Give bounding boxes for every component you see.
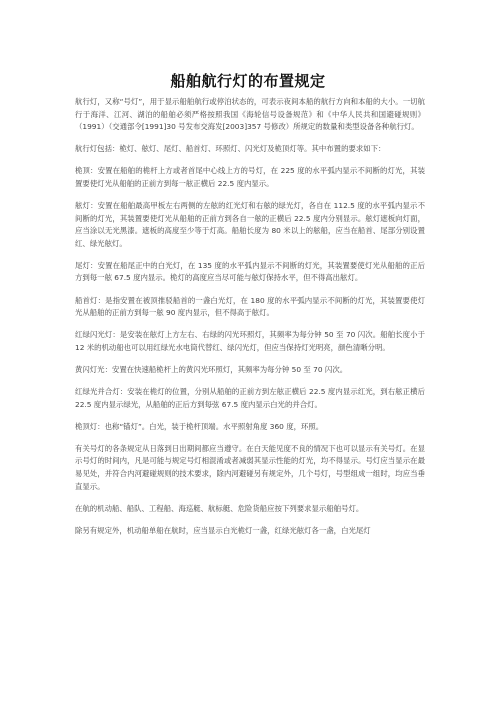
paragraph: 船首灯：是指安置在被顶推驳船首的一盏白光灯，在 180 度的水平弧内显示不间断的灯光，其装置要使灯光从船舶的正前方到每一舷 90 度内显示，但不得高于舷灯。 <box>75 295 425 318</box>
paragraph: 黄闪灯光：安置在快速船桅杆上的黄闪光环照灯，其频率为每分钟 50 至 70 闪次。 <box>75 364 348 374</box>
document-title: 船舶航行灯的布置规定 <box>170 72 326 90</box>
paragraph: 有关号灯的各条规定从日落到日出期间都应当遵守。在白天能见度不良的情况下也可以显示有关号灯。在显示号灯的时间内，凡是可能与规定号灯相混淆或者减弱其显示性能的灯光，均不得显示。号灯应当显示在最易见处，并符合内河避碰规则的技术要求，除内河避碰另有规定外，几个号灯，号型组成一组时，均应当垂直显示。 <box>75 443 425 491</box>
paragraph: 红绿光并合灯：安装在桅灯的位置，分别从船舶的正前方到左舷正横后 22.5 度内显示红光，到右舷正横后 22.5 度内显示绿光，从船舶的正后方到每弦 67.5 度内显示白光的并合灯。 <box>75 387 425 409</box>
paragraph: 除另有规定外，机动船单船在航时，应当显示白光桅灯一盏，红绿光舷灯各一盏，白光尾灯 <box>75 525 371 535</box>
paragraph: 航行灯包括：桅灯、舷灯、尾灯、船首灯、环照灯、闪光灯及桅顶灯等。其中布置的要求如下： <box>75 144 386 154</box>
paragraph: 尾灯：安置在船尾正中的白光灯，在 135 度的水平弧内显示不间断的灯光，其装置要使灯光从船舶的正后方到每一舷 67.5 度内显示。桅灯的高度应当尽可能与舷灯保持水平，但不得高出舷灯。 <box>75 260 425 283</box>
paragraph: 桅顶灯：也称“锚灯”。白光，装于桅杆顶端。水平照射角度 360 度，环照。 <box>75 421 324 431</box>
document-body <box>75 96 425 547</box>
paragraph: 在航的机动船、船队、工程船、海巡艇、航标艇、危险货船应按下列要求显示船舶号灯。 <box>75 503 364 513</box>
paragraph: 红绿闪光灯：是安装在舷灯上方左右、右绿的闪光环照灯，其频率为每分钟 50 至 70 闪次。船舶长度小于 12 米的机动船也可以用红绿光水电筒代替红、绿闪光灯，但应当保持灯光明亮，颜色清晰分明。 <box>75 330 425 352</box>
paragraph: 舷灯：安置在船舶最高甲板左右两侧的左舷的红光灯和右舷的绿光灯，各自在 112.5 度的水平弧内显示不间断的灯光，其装置要使灯光从船舶的正前方到各自一舷的正横后 22.5 度内分别显示。舷灯遮板向灯面，应当涂以无光黑漆。遮板的高度至少等于灯高。船舶长度为 80 米以上的舷船，应当在船首、尾部分别设置红、绿光舷灯。 <box>75 201 425 248</box>
paragraph: 桅顶：安置在船舶的桅杆上方或者首尾中心线上方的号灯，在 225 度的水平弧内显示不间断的灯光，其装置要使灯光从船舶的正前方到每一舷正横后 22.5 度内显示。 <box>75 166 425 188</box>
paragraph: 航行灯，又称“号灯”，用于显示船舶航行或停泊状态的，可表示夜间本船的航行方向和本船的大小。一切航行于海洋、江河、湖泊的船舶必须严格按照我国《海轮信号设备规范》和《中华人民共和国避碰规则》（1991）（交通部令[1991]30 号发布交海发[2003]357 号修改）所规定的数量和类型设备各种航行灯。 <box>75 97 425 132</box>
